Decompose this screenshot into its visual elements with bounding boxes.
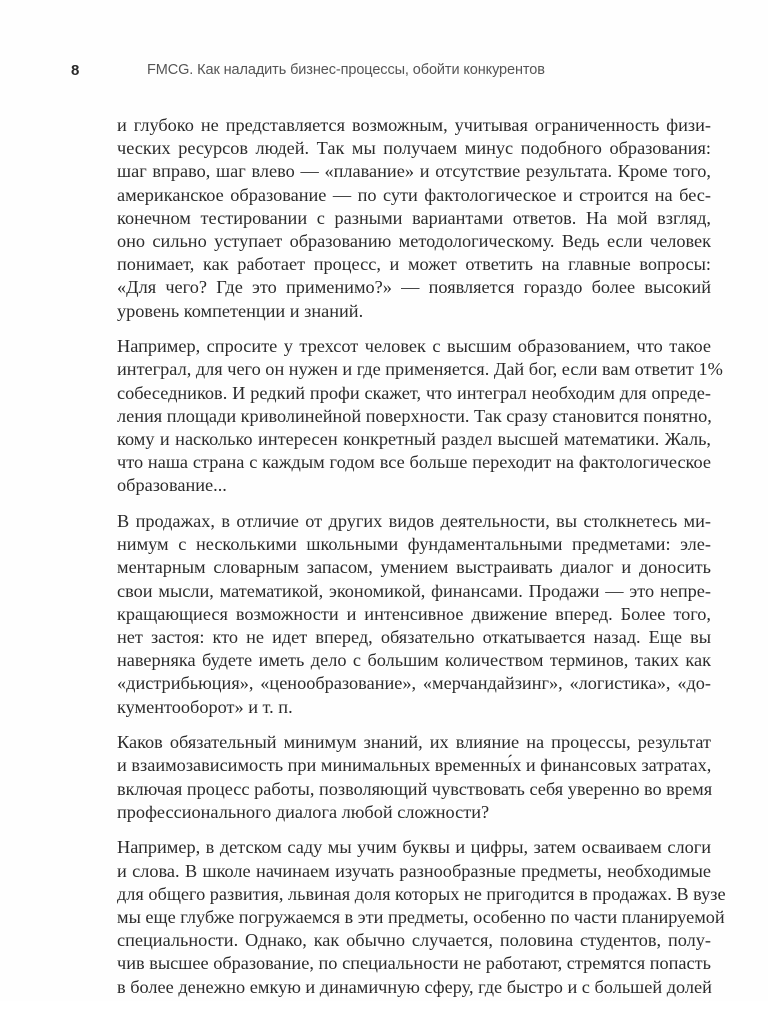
text-line: в более денежно емкую и динамичную сферу, где быстро и с большей долей [117,976,712,997]
text-line: ления площади криволинейной поверхности. Так сразу становится понятно, [117,405,712,426]
body-text [117,114,726,1011]
text-line: нет застоя: кто не идет вперед, обязательно откатывается назад. Еще вы [117,626,711,647]
text-line: Каков обязательный минимум знаний, их влияние на процессы, результат [117,732,711,753]
running-header [0,62,768,82]
text-line: свои мысли, математикой, экономикой, финансами. Продажи — это непре- [117,580,711,601]
text-line: американское образование — по сути фактологическое и строится на бес- [117,184,711,205]
text-line: конечном тестировании с разными вариантами ответов. На мой взгляд, [117,207,711,228]
paragraph-5 [117,836,726,998]
text-line: ческих ресурсов людей. Так мы получаем минус подобного образования: [117,138,711,159]
text-line: профессионального диалога любой сложности? [117,801,490,822]
paragraph-3 [117,510,711,719]
text-line: специальности. Однако, как обычно случается, половина студентов, полу- [117,930,711,951]
text-line: собеседников. И редкий профи скажет, что интеграл необходим для опреде- [117,382,711,403]
paragraph-4 [117,731,711,824]
text-line: включая процесс работы, позволяющий чувствовать себя уверенно во время [117,778,713,799]
text-line: интеграл, для чего он нужен и где применяется. Дай бог, если вам ответит 1% [117,359,723,380]
text-line: уровень компетенции и знаний. [117,300,364,321]
text-line: ментарным словарным запасом, умением выстраивать диалог и доносить [117,557,711,578]
text-line: шаг вправо, шаг влево — «плавание» и отсутствие результата. Кроме того, [117,161,711,182]
text-line: и слова. В школе начинаем изучать разнообразные предметы, необходимые [117,860,711,881]
text-line: Например, в детском саду мы учим буквы и цифры, затем осваиваем слоги [117,837,711,858]
text-line: кументооборот» и т. п. [117,696,293,717]
paragraph-1 [117,114,711,323]
text-line: оно сильно уступает образованию методологическому. Ведь если человек [117,230,711,251]
book-title: FMCG. Как наладить бизнес-процессы, обойти конкурентов [147,62,545,78]
text-line: нимум с несколькими школьными фундаментальными предметами: эле- [117,534,711,555]
text-line: кращающиеся возможности и интенсивное движение вперед. Более того, [117,603,711,624]
text-line: образование... [117,475,227,496]
page-number: 8 [71,62,80,79]
text-line: Например, спросите у трехсот человек с высшим образованием, что такое [117,336,711,357]
text-line: для общего развития, львиная доля которых не пригодится в продажах. В вузе [117,883,726,904]
text-line: кому и насколько интересен конкретный раздел высшей математики. Жаль, [117,428,711,449]
text-line: наверняка будете иметь дело с большим количеством терминов, таких как [117,650,711,671]
text-line: и глубоко не представляется возможным, учитывая ограниченность физи- [117,115,711,135]
text-line: В продажах, в отличие от других видов деятельности, вы столкнетесь ми- [117,511,711,531]
text-line: понимает, как работает процесс, и может ответить на главные вопросы: [117,254,711,275]
text-line: чив высшее образование, по специальности не работают, стремятся попасть [117,953,711,974]
text-line: что наша страна с каждым годом все больше переходит на фактологическое [117,452,711,473]
text-line: «Для чего? Где это применимо?» — появляется гораздо более высокий [117,277,711,298]
text-line: «дистрибьюция», «ценообразование», «мерчандайзинг», «логистика», «до- [117,673,711,694]
paragraph-2 [117,335,723,497]
text-line: и взаимозависимость при минимальных временны́х и финансовых затратах, [117,755,712,776]
text-line: мы еще глубже погружаемся в эти предметы, особенно по части планируемой [117,907,725,927]
